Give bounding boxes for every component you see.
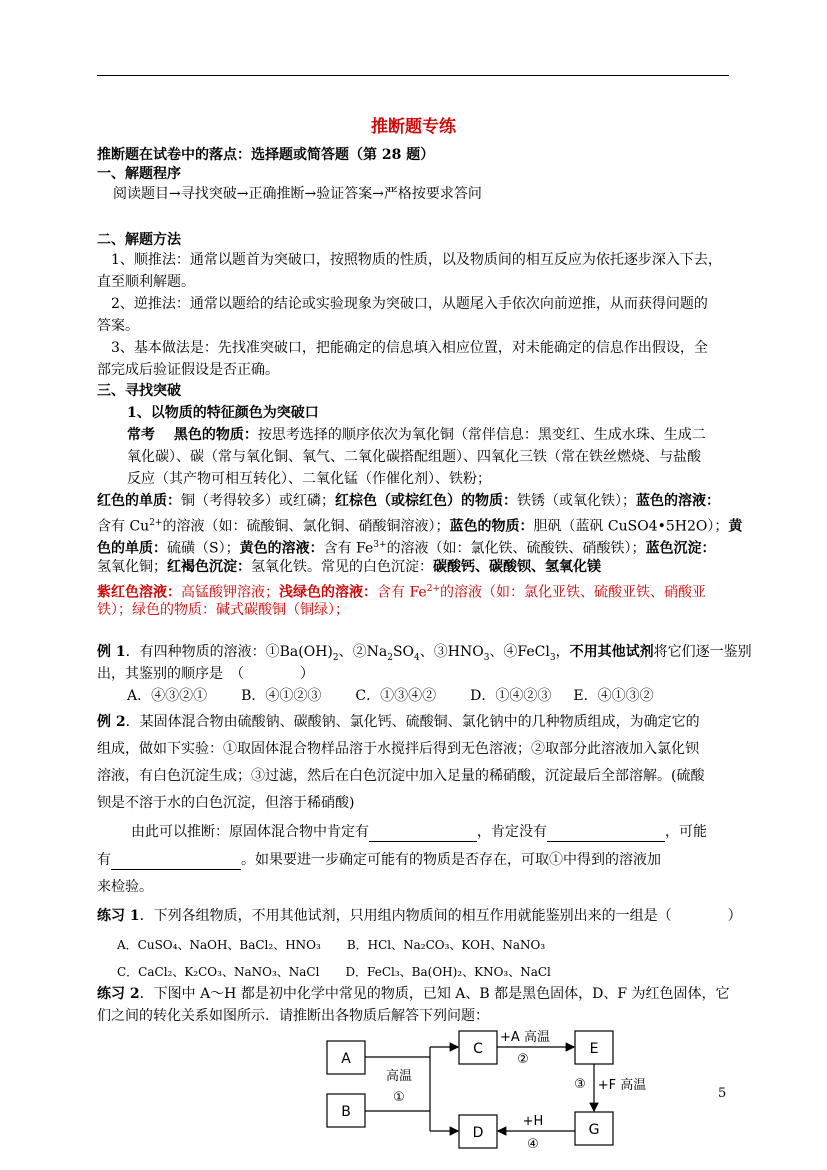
step-2: ② [517,1052,529,1067]
example1-text: SO [392,644,415,660]
practice1-option-b: B．HCl、Na₂CO₃、KOH、NaNO₃ [346,938,546,952]
cu-charge: 2+ [149,518,163,528]
cu-solutions: 的溶液（如：硫酸铜、氯化铜、硝酸铜溶液）； [162,518,450,535]
color-line6: 铁）；绿色的物质：碱式碳酸铜（铜绿）； [97,602,349,618]
example2-prompt: 。如果要进一步确定可能有的物质是否存在，可取①中得到的溶液加 [241,852,661,868]
section3-heading: 三、寻找突破 [97,383,181,399]
fe3-solutions: 的溶液（如：氯化铁、硫酸铁、硝酸铁）； [386,540,646,557]
method1-line1: 1、顺推法：通常以题首为突破口，按照物质的性质，以及物质间的相互反应为依托逐步深入下去， [111,252,722,268]
method2-line1: 2、逆推法：通常以题给的结论或实验现象为突破口，从题尾入手依次向前逆推，从而获得问题的 [111,296,708,312]
yellow-solution-label: 黄色的溶液： [239,540,324,557]
sub-2: 2 [332,652,339,663]
purple-label: 紫红色溶液： [97,584,181,601]
example2-line7: 来检验。 [97,879,153,895]
blue-precipitate-text: 氢氧化铜； [97,559,167,575]
practice1-option-a: A．CuSO₄、NaOH、BaCl₂、HNO₃ [117,938,321,952]
example1-text: ．有四种物质的溶液：①Ba(OH) [125,644,333,660]
option-a: A．④③②① [127,688,208,704]
intro-line: 推断题在试卷中的落点：选择题或简答题（第 28 题） [97,147,435,163]
black-label: 常考 黑色的物质： [127,427,258,443]
sub-3: 3 [483,652,490,663]
fe3-charge: 3+ [373,540,387,550]
node-e-label: E [589,1041,599,1057]
step-4: ④ [527,1137,539,1152]
method3-line2: 部完成后验证假设是否正确。 [97,362,279,378]
yellow-element-text: 硫磺（S）； [167,540,240,557]
example1-text: ， [555,644,570,660]
redbrown-label: 红棕色（或棕红色）的物质： [335,493,517,509]
section1-heading: 一、解题程序 [97,166,181,182]
fe2-charge: 2+ [426,584,440,594]
blue-solution-label: 蓝色的溶液： [636,493,720,509]
example2-prompt: ，可能 [665,824,707,840]
example1-bold: 不用其他试剂 [569,644,654,660]
node-g-label: G [588,1122,600,1138]
practice2-line2: 们之间的转化关系如图所示．请推断出各物质后解答下列问题： [97,1008,489,1024]
black-line2: 氧化碳）、碳（常与氧化铜、氧气、二氧化碳搭配组题）、四氧化三铁（常在铁丝燃烧、与盐酸 [127,449,701,465]
sub-2: 2 [387,652,393,663]
practice1-option-c: C．CaCl₂、K₂CO₃、NaNO₃、NaCl [117,965,320,979]
example2-text: ．某固体混合物由硫酸钠、碳酸钠、氯化钙、硫酸铜、氯化钠中的几种物质组成，为确定它的 [125,714,700,730]
node-c-label: C [473,1041,483,1057]
yellow-fragment: 黄 [728,518,743,535]
method1-line2: 直至顺利解题。 [97,274,195,290]
cond-4: +H [522,1114,544,1129]
node-b-label: B [341,1104,351,1120]
lightgreen-label: 浅绿色的溶液： [279,584,377,601]
node-a-label: A [341,1051,351,1067]
page-number: 5 [718,1086,727,1101]
option-b: B．④①②③ [241,688,322,704]
option-e: E．④①③② [573,688,654,704]
fe2-text: 含有 Fe [377,584,427,601]
white-precipitates: 碳酸钙、碳酸钡、氢氧化镁 [433,559,601,575]
black-text1: 按思考选择的顺序依次为氧化铜（常伴信息：黑变红、生成水珠、生成二 [257,427,706,443]
section2-heading: 二、解题方法 [97,232,181,248]
option-c: C．①③④② [355,688,437,704]
example2-prompt: 由此可以推断：原固体混合物中肯定有 [131,824,369,840]
example2-line4: 钡是不溶于水的白色沉淀，但溶于稀硝酸) [97,795,355,811]
black-line3: 反应（其产物可相互转化）、二氧化锰（作催化剂）、铁粉； [127,471,491,487]
blue-precipitate-label: 蓝色沉淀： [645,540,716,557]
blue-substance-text: 胆矾（蓝矾 CuSO4•5H2O）； [533,518,729,535]
example2-prompt: 有 [97,852,111,868]
method3-line1: 3、基本做法是：先找准突破口，把能确定的信息填入相应位置，对未能确定的信息作出假设，全 [111,340,708,356]
example2-line3: 溶液，有白色沉淀生成；③过滤，然后在白色沉淀中加入足量的稀硝酸，沉淀最后全部溶解。(硫酸 [97,768,705,784]
practice1-option-d: D．FeCl₃、Ba(OH)₂、KNO₃、NaCl [345,965,551,979]
practice1-label: 练习 1 [97,908,140,924]
node-d-label: D [472,1125,484,1141]
example2-label: 例 2 [97,714,126,730]
example1-text: 、③HNO [419,644,484,660]
practice1-text: ．下列各组物质，不用其他试剂，只用组内物质间的相互作用就能鉴别出来的一组是（ ） [139,908,742,924]
example1-label: 例 1 [97,644,126,660]
sub-4: 4 [414,652,420,663]
yellow-element-label: 色的单质： [97,540,167,557]
practice2-text: ．下图中 A～H 都是初中化学中常见的物质，已知 A、B 都是黑色固体，D、F 为红色固体，它 [139,986,730,1002]
redbrown-precipitate-text: 氢氧化铁。常见的白色沉淀： [251,559,433,575]
example1-text: 将它们逐一鉴别 [653,644,752,660]
cond-2: +A 高温 [500,1030,550,1045]
red-label: 红色的单质： [97,493,181,509]
cond-3: +F 高温 [597,1078,647,1093]
step-3: ③ [574,1077,586,1092]
example1-text: 、④FeCl [489,644,550,660]
cu-text: 含有 Cu [97,518,150,535]
sub-3: 3 [549,652,556,663]
cond-1: 高温 [385,1069,413,1084]
page-title: 推断题专练 [371,117,456,137]
redbrown-precipitate-label: 红褐色沉淀： [167,559,251,575]
section3-sub1: 1、以物质的特征颜色为突破口 [127,405,319,421]
section1-steps: 阅读题目→寻找突破→正确推断→验证答案→严格按要求答问 [113,186,482,202]
example1-line2: 出，其鉴别的顺序是 （ ） [97,666,314,682]
option-d: D．①④②③ [470,688,552,704]
example1-text: 、②Na [338,644,388,660]
fe3-text: 含有 Fe [323,540,374,557]
redbrown-text: 铁锈（或氧化铁）； [517,493,636,509]
example2-prompt: ，肯定没有 [477,824,547,840]
example2-line2: 组成，做如下实验：①取固体混合物样品溶于水搅拌后得到无色溶液；②取部分此溶液加入氯化钡 [97,741,699,757]
method2-line2: 答案。 [97,318,139,334]
step-1: ① [393,1090,405,1105]
purple-text: 高锰酸钾溶液； [181,584,279,601]
practice2-label: 练习 2 [97,986,140,1002]
red-text: 铜（考得较多）或红磷； [181,493,335,509]
fe2-solutions: 的溶液（如：氯化亚铁、硫酸亚铁、硝酸亚 [439,584,706,601]
blue-substance-label: 蓝色的物质： [449,518,534,535]
